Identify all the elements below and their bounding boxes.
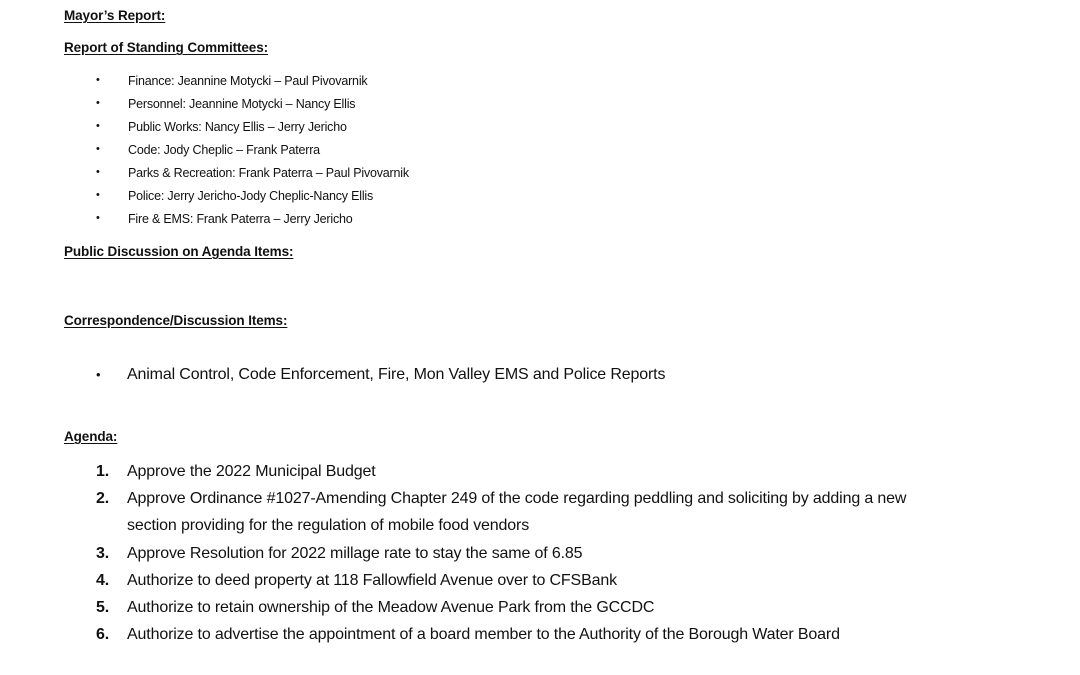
correspondence-heading: Correspondence/Discussion Items: bbox=[64, 313, 288, 328]
bullet-icon: • bbox=[96, 120, 100, 132]
standing-committees-heading: Report of Standing Committees: bbox=[64, 40, 269, 55]
agenda-item-text: Approve the 2022 Municipal Budget bbox=[127, 463, 376, 480]
bullet-icon: • bbox=[96, 212, 100, 224]
bullet-icon: • bbox=[96, 367, 101, 382]
mayors-report-heading: Mayor’s Report: bbox=[64, 8, 166, 23]
agenda-item-text: Approve Ordinance #1027-Amending Chapter 249 of the code regarding peddling and soliciting by adding a new bbox=[127, 490, 907, 507]
agenda-item-text: Approve Resolution for 2022 millage rate to stay the same of 6.85 bbox=[127, 545, 583, 562]
agenda-item-number: 6. bbox=[96, 626, 110, 643]
bullet-icon: • bbox=[96, 97, 100, 109]
agenda-item-text: Authorize to retain ownership of the Meadow Avenue Park from the GCCDC bbox=[127, 599, 655, 616]
agenda-item-text: section providing for the regulation of mobile food vendors bbox=[127, 517, 530, 534]
committee-label: Police: Jerry Jericho-Jody Cheplic-Nancy Ellis bbox=[128, 189, 374, 203]
public-discussion-heading: Public Discussion on Agenda Items: bbox=[64, 244, 294, 259]
agenda-item-text: Authorize to deed property at 118 Fallowfield Avenue over to CFSBank bbox=[127, 572, 617, 589]
agenda-item-number: 3. bbox=[96, 545, 110, 562]
bullet-icon: • bbox=[96, 166, 100, 178]
committee-label: Public Works: Nancy Ellis – Jerry Jericho bbox=[128, 120, 347, 134]
agenda-item-number: 1. bbox=[96, 463, 110, 480]
agenda-item-number: 2. bbox=[96, 490, 110, 507]
bullet-icon: • bbox=[96, 143, 100, 155]
bullet-icon: • bbox=[96, 189, 100, 201]
committee-label: Parks & Recreation: Frank Paterra – Paul Pivovarnik bbox=[128, 166, 409, 180]
correspondence-item-label: Animal Control, Code Enforcement, Fire, Mon Valley EMS and Police Reports bbox=[127, 366, 666, 383]
agenda-item-number: 5. bbox=[96, 599, 110, 616]
committee-label: Finance: Jeannine Motycki – Paul Pivovarnik bbox=[128, 74, 368, 88]
committee-label: Code: Jody Cheplic – Frank Paterra bbox=[128, 143, 320, 157]
agenda-item-text: Authorize to advertise the appointment of a board member to the Authority of the Borough Water Board bbox=[127, 626, 840, 643]
bullet-icon: • bbox=[96, 74, 100, 86]
committee-label: Personnel: Jeannine Motycki – Nancy Ellis bbox=[128, 97, 356, 111]
agenda-item-number: 4. bbox=[96, 572, 110, 589]
committee-label: Fire & EMS: Frank Paterra – Jerry Jericho bbox=[128, 212, 353, 226]
agenda-heading: Agenda: bbox=[64, 429, 118, 444]
